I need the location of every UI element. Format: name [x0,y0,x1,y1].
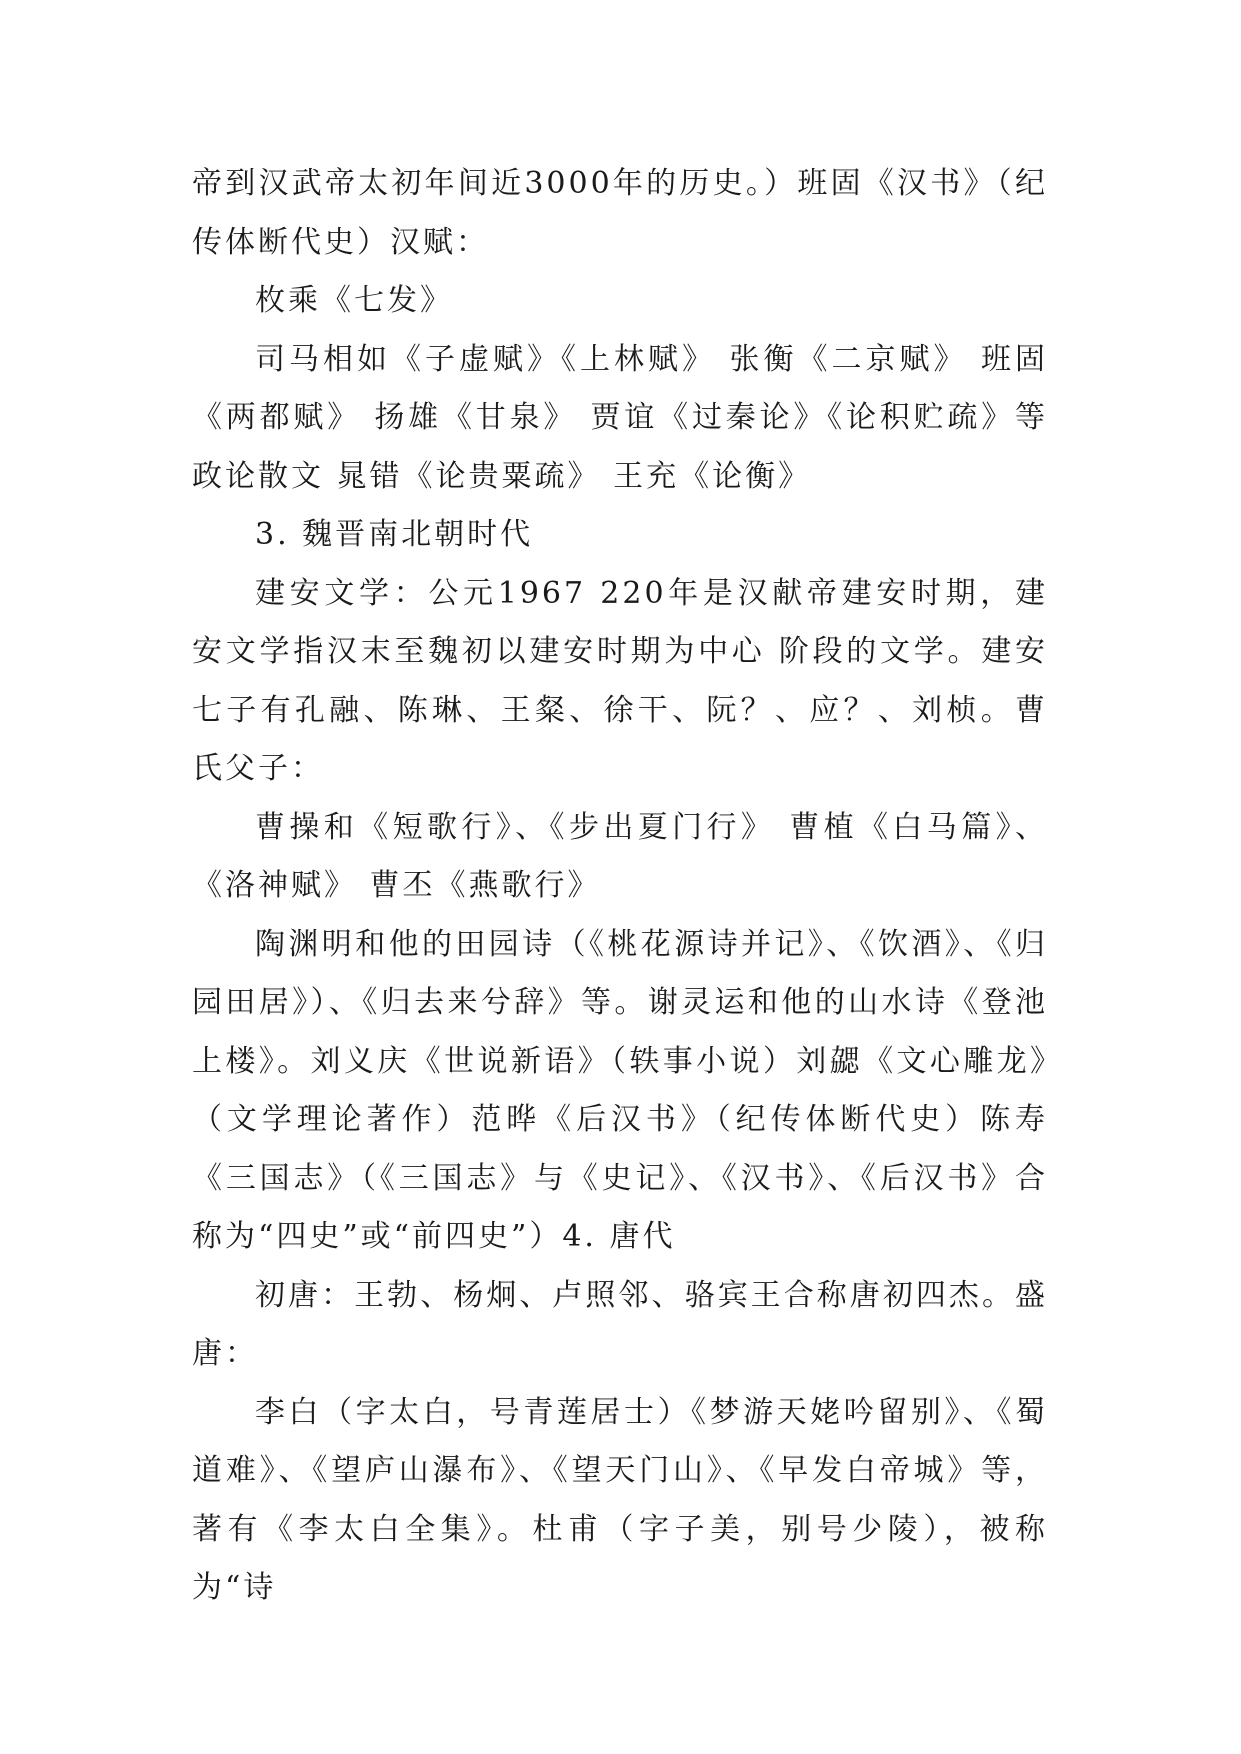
document-page [192,155,1048,1618]
paragraph: 曹操和《短歌行》、《步出夏门行》 曹植《白马篇》、《洛神赋》 曹丕《燕歌行》 [192,809,1048,903]
paragraph: 帝到汉武帝太初年间近3000年的历史。）班固《汉书》（纪传体断代史）汉赋： [192,166,1048,260]
paragraph: 司马相如《子虚赋》《上林赋》 张衡《二京赋》 班固《两都赋》 扬雄《甘泉》 贾谊《过秦论》《论积贮疏》等政论散文 晁错《论贵粟疏》 王充《论衡》 [192,341,1048,494]
section-heading: 3. 魏晋南北朝时代 [255,517,534,552]
paragraph: 陶渊明和他的田园诗（《桃花源诗并记》、《饮酒》、《归园田居》）、《归去来兮辞》等。谢灵运和他的山水诗《登池上楼》。刘义庆《世说新语》（轶事小说）刘勰《文心雕龙》（文学理论著作）范晔《后汉书》（纪传体断代史）陈寿《三国志》（《三国志》与《史记》、《汉书》、《后汉书》合称为“四史”或“前四史”）4. 唐代 [192,926,1048,1254]
paragraph: 李白（字太白，号青莲居士）《梦游天姥吟留别》、《蜀道难》、《望庐山瀑布》、《望天门山》、《早发白帝城》等，著有《李太白全集》。杜甫（字子美，别号少陵），被称为“诗 [192,1394,1048,1605]
paragraph: 建安文学：公元1967 220年是汉献帝建安时期，建安文学指汉末至魏初以建安时期为中心 阶段的文学。建安七子有孔融、陈琳、王粲、徐干、阮？、应？、刘桢。曹氏父子： [192,575,1048,786]
paragraph: 枚乘《七发》 [255,283,453,318]
paragraph: 初唐：王勃、杨炯、卢照邻、骆宾王合称唐初四杰。盛唐： [192,1277,1048,1371]
